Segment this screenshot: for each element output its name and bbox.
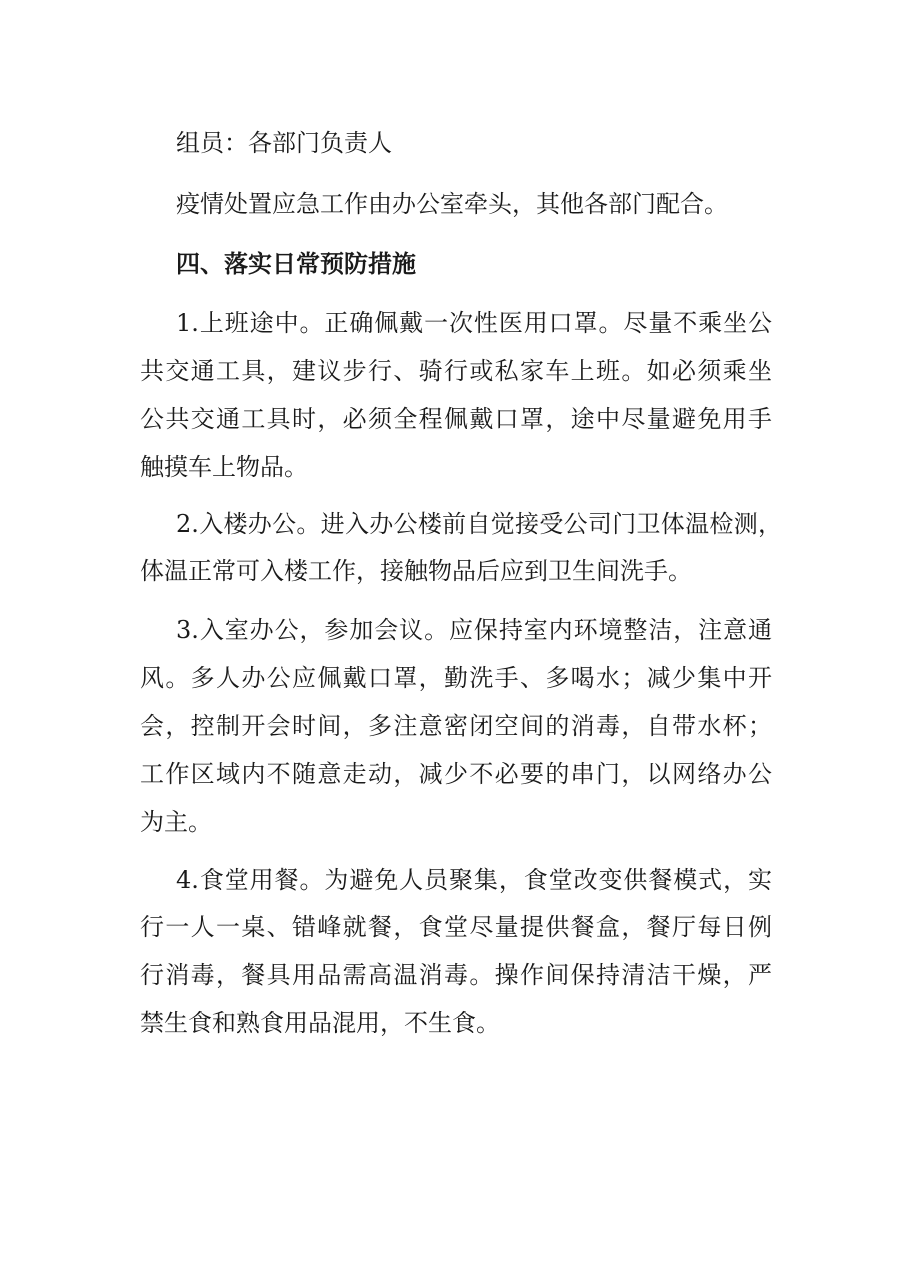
paragraph-3-line-1: 3.入室办公，参加会议。应保持室内环境整洁，注意通 (176, 616, 772, 644)
paragraph-2-line-1: 2.入楼办公。进入办公楼前自觉接受公司门卫体温检测， (176, 510, 782, 538)
paragraph-1-line-4: 触摸车上物品。 (140, 453, 308, 481)
paragraph-4-line-4: 禁生食和熟食用品混用，不生食。 (140, 1009, 500, 1037)
responsibility-line: 疫情处置应急工作由办公室牵头，其他各部门配合。 (176, 190, 728, 218)
paragraph-4-line-2: 行一人一桌、错峰就餐，食堂尽量提供餐盒，餐厅每日例 (140, 913, 772, 941)
paragraph-1-line-1: 1.上班途中。正确佩戴一次性医用口罩。尽量不乘坐公 (176, 309, 772, 337)
paragraph-4-line-3: 行消毒，餐具用品需高温消毒。操作间保持清洁干燥，严 (140, 961, 772, 989)
paragraph-1-line-3: 公共交通工具时，必须全程佩戴口罩，途中尽量避免用手 (140, 405, 772, 433)
paragraph-4-line-1: 4.食堂用餐。为避免人员聚集，食堂改变供餐模式，实 (176, 866, 772, 894)
paragraph-3-line-3: 会，控制开会时间，多注意密闭空间的消毒，自带水杯； (140, 712, 772, 740)
paragraph-3-line-4: 工作区域内不随意走动，减少不必要的串门，以网络办公 (140, 760, 772, 788)
paragraph-3-line-2: 风。多人办公应佩戴口罩，勤洗手、多喝水；减少集中开 (140, 664, 772, 692)
members-line: 组员：各部门负责人 (176, 129, 392, 157)
paragraph-1-line-2: 共交通工具，建议步行、骑行或私家车上班。如必须乘坐 (140, 357, 772, 385)
paragraph-3-line-5: 为主。 (140, 808, 212, 836)
paragraph-2-line-2: 体温正常可入楼工作，接触物品后应到卫生间洗手。 (140, 557, 692, 585)
section-heading: 四、落实日常预防措施 (176, 249, 416, 278)
